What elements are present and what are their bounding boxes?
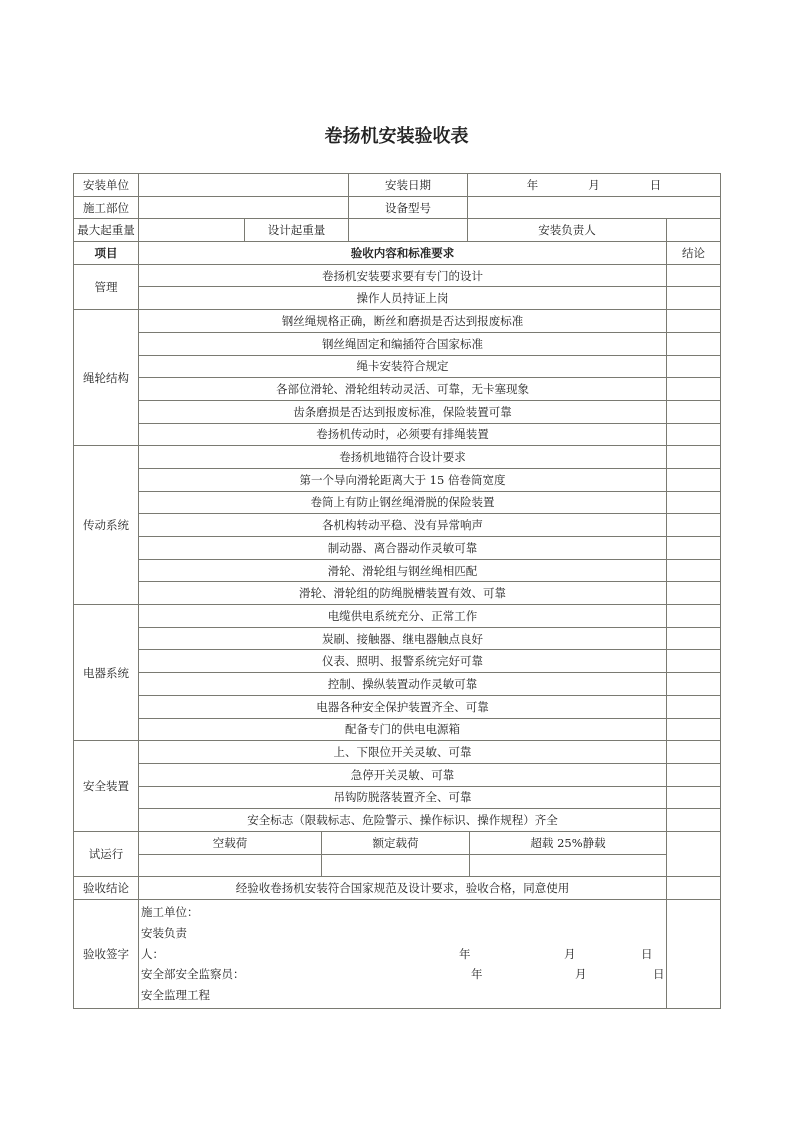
check-item: 炭刷、接触器、继电器触点良好 — [139, 627, 667, 650]
label-install-unit: 安装单位 — [74, 174, 139, 197]
check-item: 滑轮、滑轮组与钢丝绳相匹配 — [139, 559, 667, 582]
check-item: 卷扬机传动时，必须要有排绳装置 — [139, 423, 667, 446]
conclusion-cell[interactable] — [667, 378, 721, 401]
trial-no-load-field[interactable] — [139, 854, 322, 877]
section-label: 电器系统 — [74, 605, 139, 741]
label-installer: 安装负责人 — [468, 219, 667, 242]
trial-run-label: 试运行 — [74, 831, 139, 876]
conclusion-cell[interactable] — [667, 446, 721, 469]
conclusion-cell[interactable] — [667, 491, 721, 514]
conclusion-cell[interactable] — [667, 400, 721, 423]
table-row — [74, 423, 721, 446]
sign-line: 安全监理工程 — [141, 988, 210, 1003]
sign-line: 人： 年 月 日 — [141, 946, 653, 961]
trial-rated-load-field[interactable] — [322, 854, 470, 877]
installer-field[interactable] — [667, 219, 721, 242]
table-row — [74, 741, 721, 764]
table-row — [74, 332, 721, 355]
sign-line: 安装负责 — [141, 925, 187, 940]
check-item: 吊钩防脱落装置齐全、可靠 — [139, 786, 667, 809]
check-item: 滑轮、滑轮组的防绳脱槽装置有效、可靠 — [139, 582, 667, 605]
conclusion-cell[interactable] — [667, 287, 721, 310]
table-row — [74, 355, 721, 378]
conclusion-cell[interactable] — [667, 582, 721, 605]
site-field[interactable] — [139, 196, 349, 219]
design-load-field[interactable] — [349, 219, 468, 242]
check-item: 操作人员持证上岗 — [139, 287, 667, 310]
table-row — [74, 809, 721, 832]
check-item: 电缆供电系统充分、正常工作 — [139, 605, 667, 628]
check-item: 卷扬机安装要求要有专门的设计 — [139, 264, 667, 287]
install-date-field[interactable]: 年 月 日 — [468, 174, 721, 197]
table-row — [74, 695, 721, 718]
label-model: 设备型号 — [349, 196, 468, 219]
conclusion-cell[interactable] — [667, 627, 721, 650]
install-unit-field[interactable] — [139, 174, 349, 197]
table-row — [74, 468, 721, 491]
sign-conclusion-cell[interactable] — [667, 900, 721, 1009]
sign-area[interactable] — [139, 900, 667, 1009]
result-conclusion-cell[interactable] — [667, 877, 721, 900]
check-item: 电器各种安全保护装置齐全、可靠 — [139, 695, 667, 718]
label-max-load: 最大起重量 — [74, 219, 139, 242]
check-item: 急停开关灵敏、可靠 — [139, 763, 667, 786]
check-item: 齿条磨损是否达到报废标准，保险装置可靠 — [139, 400, 667, 423]
document-title: 卷扬机安装验收表 — [324, 126, 469, 147]
sign-label: 验收签字 — [74, 900, 139, 1009]
table-row — [74, 718, 721, 741]
conclusion-cell[interactable] — [667, 718, 721, 741]
check-item: 安全标志（限载标志、危险警示、操作标识、操作规程）齐全 — [139, 809, 667, 832]
conclusion-cell[interactable] — [667, 650, 721, 673]
conclusion-cell[interactable] — [667, 673, 721, 696]
check-item: 制动器、离合器动作灵敏可靠 — [139, 537, 667, 560]
sign-line: 安全部安全监察员： 年 月 日 — [141, 967, 665, 982]
model-field[interactable] — [468, 196, 721, 219]
header-item: 项目 — [74, 242, 139, 265]
max-load-field[interactable] — [139, 219, 245, 242]
table-row — [74, 310, 721, 333]
trial-no-load: 空载荷 — [139, 831, 322, 854]
table-row — [74, 673, 721, 696]
result-label: 验收结论 — [74, 877, 139, 900]
conclusion-cell[interactable] — [667, 355, 721, 378]
table-row — [74, 582, 721, 605]
check-item: 卷筒上有防止钢丝绳滑脱的保险装置 — [139, 491, 667, 514]
check-item: 控制、操纵装置动作灵敏可靠 — [139, 673, 667, 696]
table-row — [74, 446, 721, 469]
check-item: 各部位滑轮、滑轮组转动灵活、可靠，无卡塞现象 — [139, 378, 667, 401]
conclusion-cell[interactable] — [667, 468, 721, 491]
table-row — [74, 400, 721, 423]
table-row — [74, 763, 721, 786]
conclusion-cell[interactable] — [667, 605, 721, 628]
conclusion-cell[interactable] — [667, 514, 721, 537]
conclusion-cell[interactable] — [667, 763, 721, 786]
table-row — [74, 378, 721, 401]
check-item: 第一个导向滑轮距离大于 15 倍卷筒宽度 — [139, 468, 667, 491]
header-content: 验收内容和标准要求 — [139, 242, 667, 265]
sign-line: 施工单位： — [141, 905, 199, 919]
check-item: 绳卡安装符合规定 — [139, 355, 667, 378]
section-label: 绳轮结构 — [74, 310, 139, 446]
check-item: 各机构转动平稳、没有异常响声 — [139, 514, 667, 537]
conclusion-cell[interactable] — [667, 423, 721, 446]
table-row — [74, 650, 721, 673]
trial-rated-load: 额定载荷 — [322, 831, 470, 854]
section-label: 安全装置 — [74, 741, 139, 832]
table-row — [74, 491, 721, 514]
table-row — [74, 627, 721, 650]
table-row — [74, 559, 721, 582]
table-row — [74, 605, 721, 628]
section-label: 传动系统 — [74, 446, 139, 605]
conclusion-cell[interactable] — [667, 809, 721, 832]
table-row — [74, 537, 721, 560]
label-design-load: 设计起重量 — [245, 219, 349, 242]
trial-conclusion-cell[interactable] — [667, 831, 721, 876]
trial-overload-field[interactable] — [470, 854, 667, 877]
header-conclusion: 结论 — [667, 242, 721, 265]
trial-overload: 超载 25%静载 — [470, 831, 667, 854]
section-label: 管理 — [74, 264, 139, 309]
conclusion-cell[interactable] — [667, 741, 721, 764]
check-item: 钢丝绳固定和编插符合国家标准 — [139, 332, 667, 355]
check-item: 钢丝绳规格正确，断丝和磨损是否达到报废标准 — [139, 310, 667, 333]
table-row — [74, 786, 721, 809]
table-row — [74, 287, 721, 310]
table-row — [74, 514, 721, 537]
check-item: 上、下限位开关灵敏、可靠 — [139, 741, 667, 764]
acceptance-table — [73, 173, 721, 1009]
label-site: 施工部位 — [74, 196, 139, 219]
conclusion-cell[interactable] — [667, 786, 721, 809]
conclusion-cell[interactable] — [667, 332, 721, 355]
conclusion-cell[interactable] — [667, 264, 721, 287]
conclusion-cell[interactable] — [667, 695, 721, 718]
check-item: 卷扬机地锚符合设计要求 — [139, 446, 667, 469]
check-item: 配备专门的供电电源箱 — [139, 718, 667, 741]
result-text: 经验收卷扬机安装符合国家规范及设计要求，验收合格，同意使用 — [139, 877, 667, 900]
conclusion-cell[interactable] — [667, 310, 721, 333]
conclusion-cell[interactable] — [667, 537, 721, 560]
label-install-date: 安装日期 — [349, 174, 468, 197]
table-row — [74, 264, 721, 287]
check-item: 仪表、照明、报警系统完好可靠 — [139, 650, 667, 673]
conclusion-cell[interactable] — [667, 559, 721, 582]
